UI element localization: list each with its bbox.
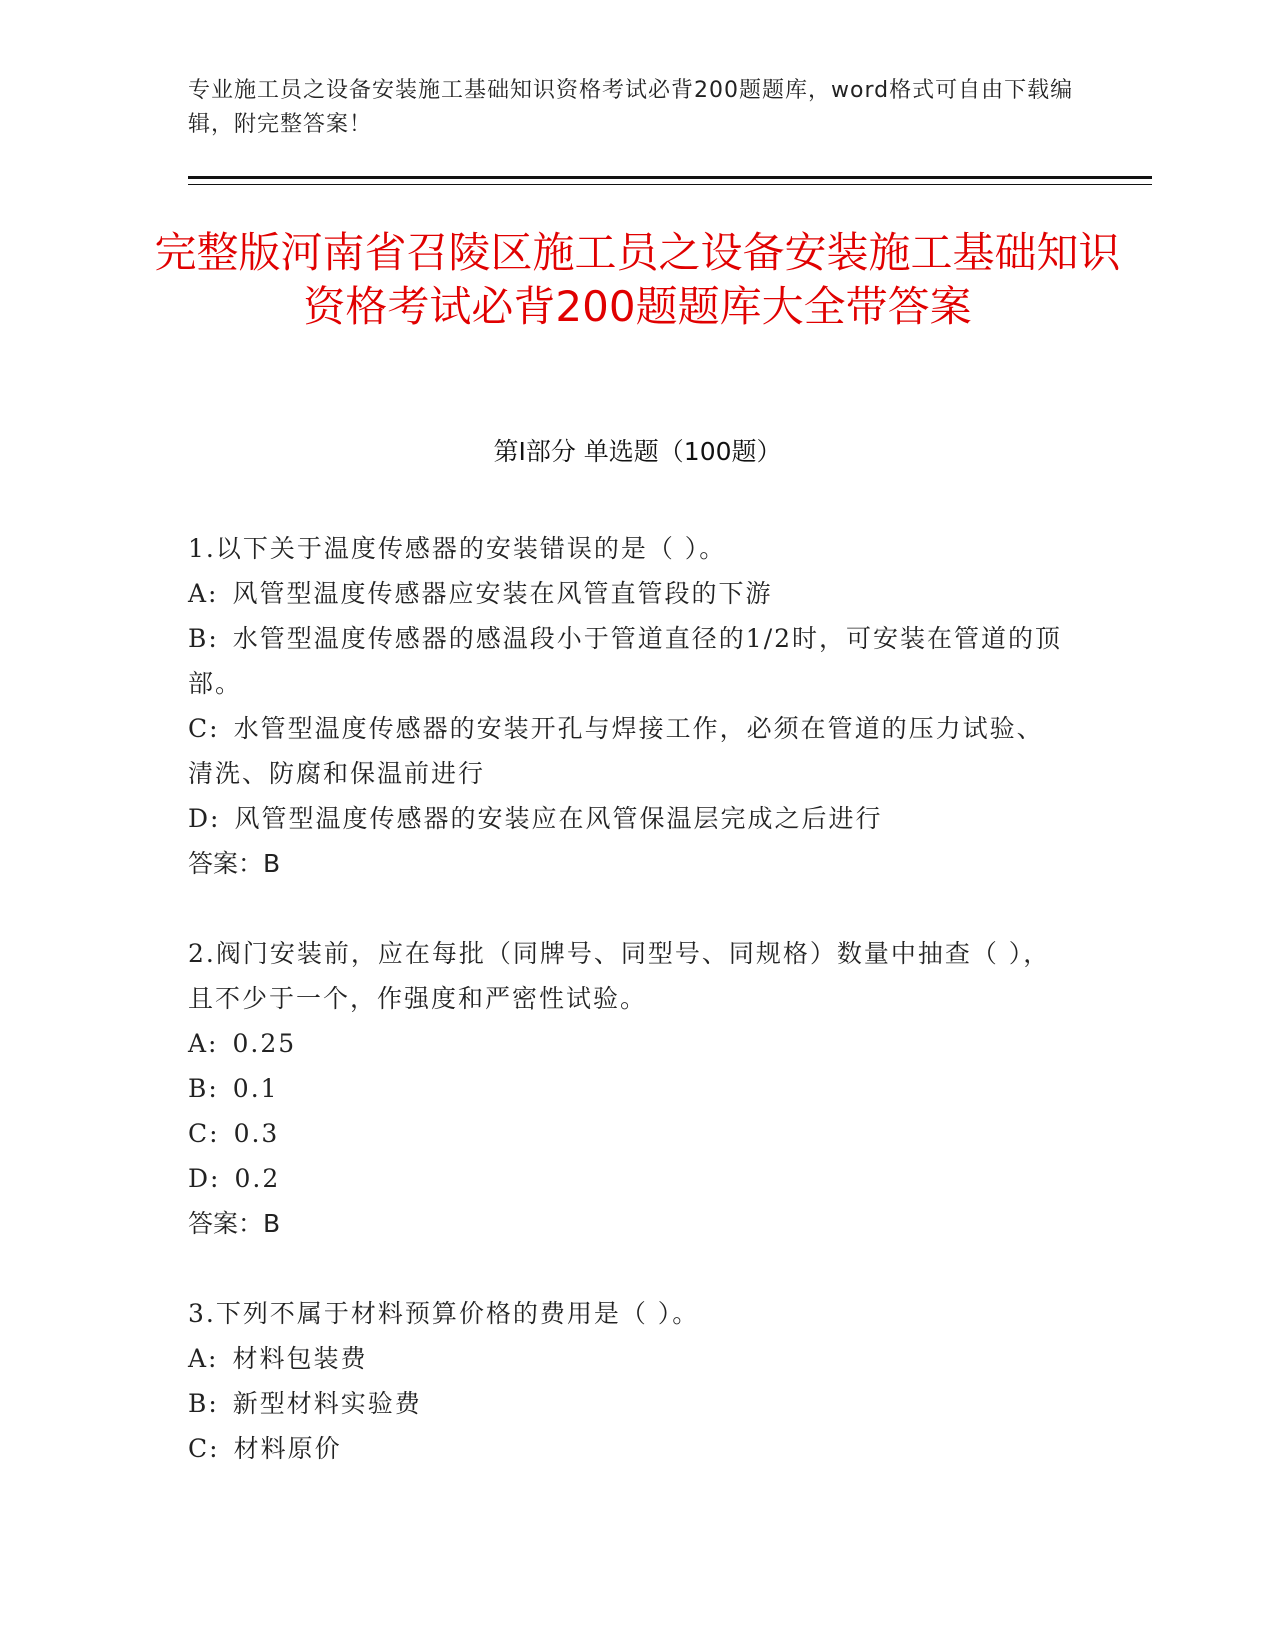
option-label: B: bbox=[188, 1074, 219, 1103]
option-item bbox=[188, 796, 1068, 841]
option-text: 风管型温度传感器应安装在风管直管段的下游 bbox=[232, 579, 773, 608]
option-label: B: bbox=[188, 1389, 219, 1418]
option-text: 风管型温度传感器的安装应在风管保温层完成之后进行 bbox=[234, 804, 883, 833]
option-text: 0.2 bbox=[234, 1164, 281, 1193]
answer-line: 答案：B bbox=[188, 849, 281, 878]
question-item bbox=[188, 1291, 1068, 1471]
option-text: 材料原价 bbox=[233, 1434, 342, 1463]
question-stem: 3.下列不属于材料预算价格的费用是（ ）。 bbox=[188, 1299, 700, 1328]
question-list bbox=[188, 526, 1068, 1516]
answer-line: 答案：B bbox=[188, 1209, 281, 1238]
option-item bbox=[188, 1156, 1068, 1201]
option-label: A: bbox=[188, 1029, 219, 1058]
option-label: A: bbox=[188, 1344, 219, 1373]
option-text: 新型材料实验费 bbox=[232, 1389, 422, 1418]
option-label: A: bbox=[188, 579, 219, 608]
option-label: C: bbox=[188, 714, 220, 743]
question-stem: 1.以下关于温度传感器的安装错误的是（ ）。 bbox=[188, 534, 727, 563]
option-item bbox=[188, 1111, 1068, 1156]
option-label: B: bbox=[188, 624, 219, 653]
option-item bbox=[188, 1021, 1068, 1066]
question-stem: 2.阀门安装前，应在每批（同牌号、同型号、同规格）数量中抽查（ ），且不少于一个，作强度和严密性试验。 bbox=[188, 939, 1051, 1013]
option-text: 水管型温度传感器的感温段小于管道直径的1/2时，可安装在管道的顶部。 bbox=[188, 624, 1063, 698]
option-item bbox=[188, 616, 1068, 706]
option-text: 水管型温度传感器的安装开孔与焊接工作，必须在管道的压力试验、清洗、防腐和保温前进行 bbox=[188, 714, 1044, 788]
header-note: 专业施工员之设备安装施工基础知识资格考试必背200题题库，word格式可自由下载编辑，附完整答案！ bbox=[188, 78, 1074, 137]
option-text: 0.25 bbox=[232, 1029, 297, 1058]
question-item bbox=[188, 526, 1068, 886]
option-label: D: bbox=[188, 1164, 221, 1193]
option-item bbox=[188, 706, 1068, 796]
option-label: C: bbox=[188, 1119, 220, 1148]
option-item bbox=[188, 1066, 1068, 1111]
option-label: C: bbox=[188, 1434, 220, 1463]
option-text: 0.1 bbox=[232, 1074, 279, 1103]
document-title: 完整版河南省召陵区施工员之设备安装施工基础知识资格考试必背200题题库大全带答案 bbox=[154, 228, 1121, 331]
option-item bbox=[188, 1426, 1068, 1471]
header-divider-thin bbox=[188, 184, 1152, 185]
option-item bbox=[188, 571, 1068, 616]
question-item bbox=[188, 931, 1068, 1246]
header-divider-thick bbox=[188, 176, 1152, 179]
option-item bbox=[188, 1336, 1068, 1381]
option-text: 材料包装费 bbox=[232, 1344, 368, 1373]
option-text: 0.3 bbox=[233, 1119, 280, 1148]
option-item bbox=[188, 1381, 1068, 1426]
section-heading: 第Ⅰ部分 单选题（100题） bbox=[493, 437, 782, 466]
option-label: D: bbox=[188, 804, 221, 833]
